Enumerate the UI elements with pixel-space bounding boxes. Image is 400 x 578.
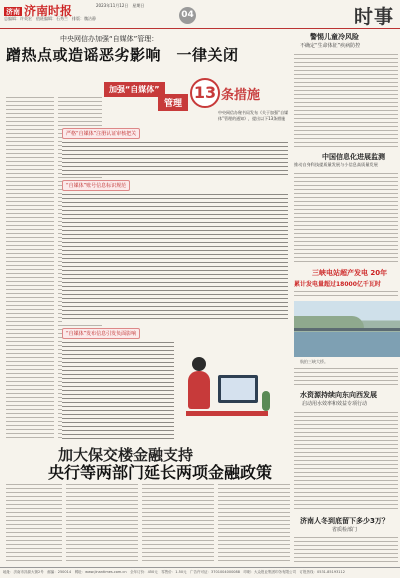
right-story-2-title[interactable]: 中国信息化进展监测 (322, 153, 385, 161)
banner-label-1: 加强“自媒体” (104, 82, 165, 97)
right-story-2-highlight-1: 三峡电站超产发电 20年 (312, 269, 388, 277)
masthead (0, 0, 400, 29)
right-story-1-subheadline: 不确定“生命体征”疾病防控 (300, 43, 361, 49)
illustration-head (192, 357, 206, 371)
right-story-2-body-2 (294, 289, 398, 299)
illustration-plant (262, 391, 270, 411)
lead-banner (104, 78, 261, 112)
lead-kicker: 中央网信办加强“自媒体”管理： (60, 35, 159, 43)
illustration-desk (186, 411, 268, 416)
right-story-3-headline[interactable]: 水资源持续向东向西发展 (300, 391, 377, 399)
lead-body-3 (62, 340, 174, 440)
photo-caption: 航拍三峡大桥。 (300, 359, 328, 364)
banner-suffix: 条措施 (221, 88, 261, 103)
right-story-4-body (294, 535, 398, 565)
banner-number: 13 (190, 78, 220, 108)
section-title: 时事 (353, 6, 394, 28)
lead-body-2 (62, 192, 288, 322)
masthead-date: 2023年11月12日 星期日 (96, 3, 145, 8)
office-illustration (178, 351, 278, 435)
photo-land (294, 316, 364, 328)
lead-body-1 (62, 140, 288, 176)
banner-label-2: 管理 (158, 94, 188, 111)
masthead-badge: 济南 (6, 6, 20, 16)
page-footer: 地址：济南市泺源大街2号 邮编：250014 网址：www.jinantimes.com.cn 全年订价：450元 零售价：1.50元 广告许可证：3701004000088 印刷：大众报业集团印务有限公司 订报热线：0531-85193112 (0, 567, 400, 578)
right-story-2-subtitle: 推动自身科技提质量发展与小信息高质量发展 (294, 162, 378, 167)
lead-subhead-1: 严格“自媒体”注册认证审核把关 (62, 128, 140, 139)
finance-kicker: 加大保交楼金融支持 (58, 446, 194, 464)
illustration-monitor (218, 375, 258, 403)
illustration-person (188, 371, 210, 409)
lead-headline[interactable]: 蹭热点或造谣恶劣影响 一律关闭 (6, 46, 239, 64)
three-gorges-photo (294, 301, 400, 357)
right-story-1-headline[interactable]: 警惕儿童冷风险 (310, 33, 359, 41)
masthead-meta: 总编辑：许英宏 值班编辑：石秀兰 排版：魏洁静 (4, 16, 96, 21)
finance-body-4 (218, 482, 290, 564)
right-story-2-highlight-2: 累计发电量超过18000亿千瓦时 (294, 281, 381, 288)
right-story-2-body (294, 171, 398, 263)
lead-left-column (6, 95, 54, 440)
page-number: 04 (179, 7, 196, 24)
photo-bridge (294, 328, 400, 331)
lead-subhead-3: “自媒体”发布信息引发负面影响 (62, 328, 140, 339)
right-story-3-body (294, 410, 398, 510)
right-story-4-subheadline: 省质检部门 (332, 527, 358, 533)
finance-headline[interactable]: 央行等两部门延长两项金融政策 (48, 463, 273, 482)
masthead-title: 济南时报 (24, 4, 73, 18)
right-story-3-body-top (294, 366, 398, 386)
right-story-1-body (294, 52, 398, 148)
finance-body-1 (6, 482, 62, 564)
lead-subhead-2: “自媒体”账号信息标识规范 (62, 180, 130, 191)
lead-intro-caption: 中央网信办秘书局发布《关于加强“自媒体”管理的通知》，提出以下13条措施 (218, 110, 289, 121)
right-story-3-subheadline: 启动用水效率和效益专项行动 (302, 401, 368, 407)
finance-body-2 (66, 482, 138, 564)
finance-body-3 (142, 482, 214, 564)
right-story-4-headline[interactable]: 济南人冬到底留下多少3万？ (300, 517, 389, 525)
